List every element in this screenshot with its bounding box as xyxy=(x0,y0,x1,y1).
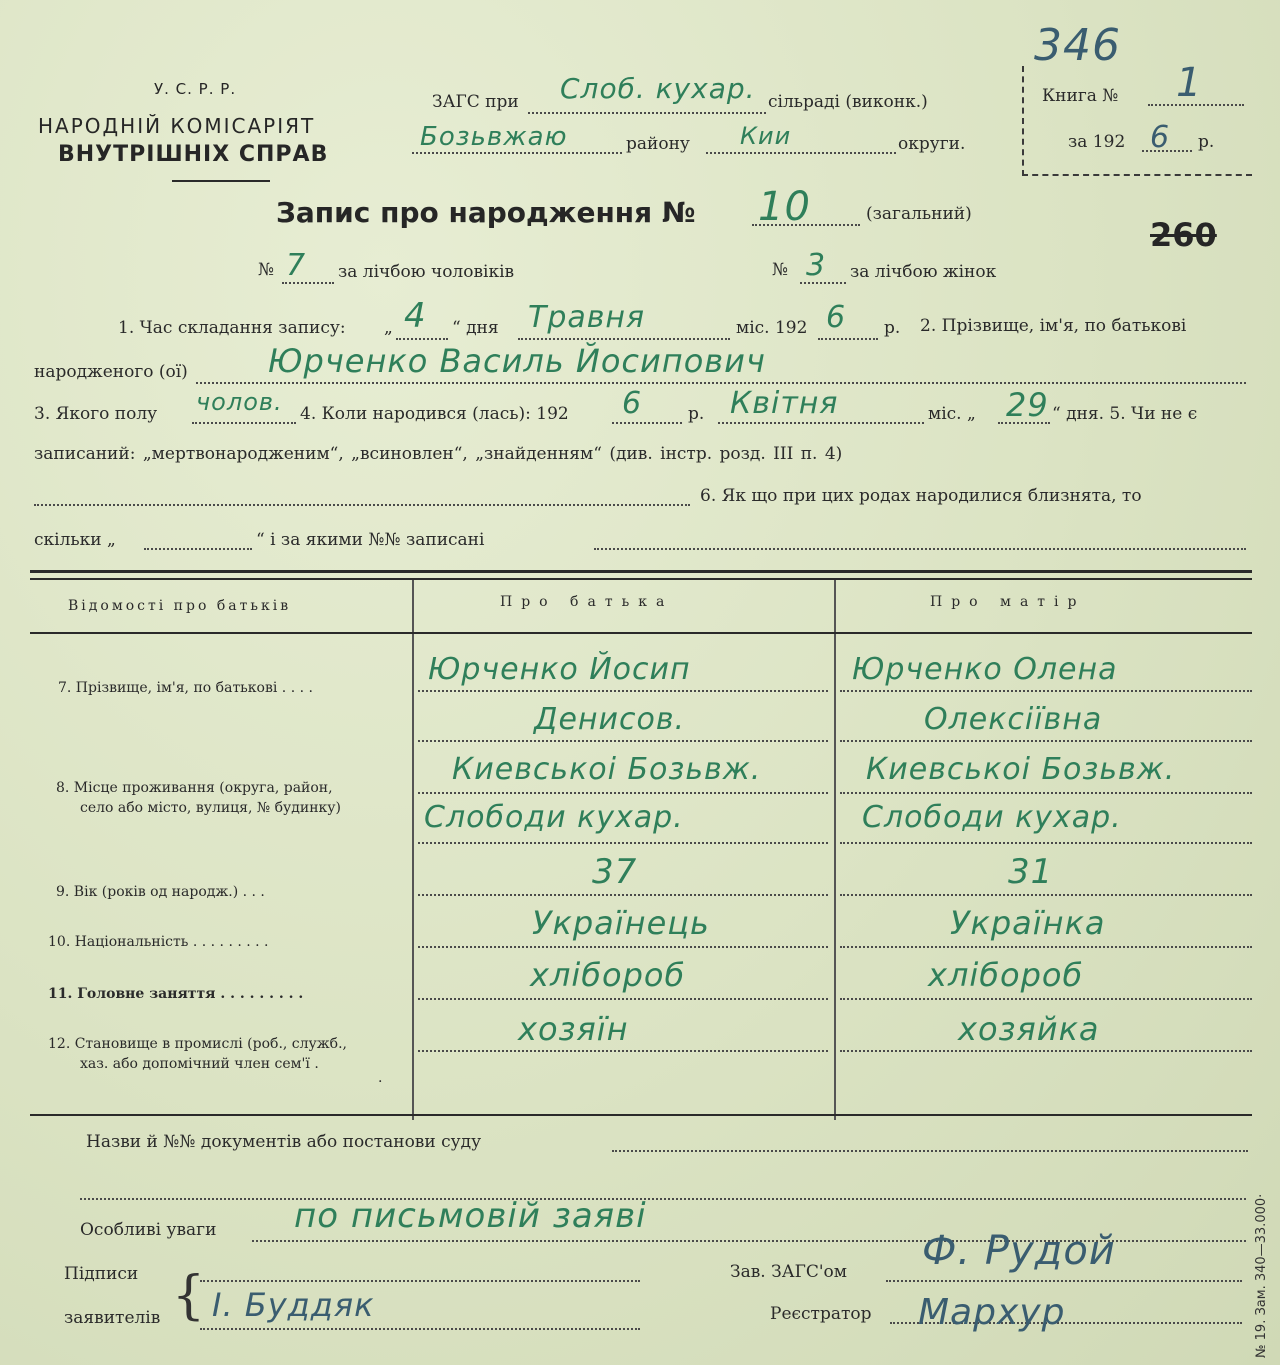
hand-village: Слоб. кухар. xyxy=(560,72,756,105)
mother-name1: Юрченко Олена xyxy=(852,652,1118,687)
birth-year: 6 xyxy=(622,386,643,421)
female-label: за лічбою жінок xyxy=(850,262,997,282)
registrar-signature: Мархур xyxy=(918,1292,1066,1333)
row11-label: 11. Головне заняття . . . . . . . . . xyxy=(48,986,304,1002)
line5-blank xyxy=(34,504,690,506)
year-digit: 6 xyxy=(1150,120,1171,155)
row12-label-b: хаз. або допомічний член сем'ї . xyxy=(80,1056,319,1072)
rayon-label: району xyxy=(626,134,690,154)
mother-name-line2 xyxy=(840,740,1252,742)
row10-label: 10. Національність . . . . . . . . . xyxy=(48,934,269,950)
mother-nationality-line xyxy=(840,946,1252,948)
birth-day: 29 xyxy=(1006,386,1049,424)
child-name: Юрченко Василь Йосипович xyxy=(268,342,766,380)
mother-place1: Киевськоі Бозьвж. xyxy=(866,752,1176,787)
record-number-line xyxy=(752,224,860,226)
row8-label-a: 8. Місце проживання (округа, район, xyxy=(56,780,333,796)
book-number: 1 xyxy=(1176,60,1203,106)
mother-status: хозяйка xyxy=(958,1010,1100,1048)
line4-text: записаний: „мертвонародженим“, „всиновлен“, „знайденням“ (див. інстр. розд. III п. 4) xyxy=(34,444,843,464)
male-no-sign: № xyxy=(258,260,275,280)
line2-label: народженого (ої) xyxy=(34,362,188,382)
table-top-rule-2 xyxy=(30,578,1252,580)
father-name2: Денисов. xyxy=(534,702,686,737)
mother-place-line1 xyxy=(840,792,1252,794)
mother-place-line2 xyxy=(840,842,1252,844)
line3-born-label: 4. Коли народився (лась): 192 xyxy=(300,404,569,424)
hand-rayon: Бозьвжаю xyxy=(420,122,568,152)
zags-suffix: сільраді (виконк.) xyxy=(768,92,928,112)
mother-place2: Слободи кухар. xyxy=(862,800,1122,835)
head-label: Зав. ЗАГС'ом xyxy=(730,1262,847,1282)
table-bottom-rule xyxy=(30,1114,1252,1116)
ussr-label: У. С. Р. Р. xyxy=(154,80,237,98)
father-nationality: Українець xyxy=(532,904,710,942)
line1-q2: “ дня xyxy=(452,318,499,338)
ministry-label: ВНУТРІШНІХ СПРАВ xyxy=(58,142,329,167)
father-status-line xyxy=(418,1050,828,1052)
year-label: за 192 xyxy=(1068,132,1126,152)
table-top-rule xyxy=(30,570,1252,573)
mother-name-line1 xyxy=(840,690,1252,692)
record-day: 4 xyxy=(404,296,427,336)
line3-label: 3. Якого полу xyxy=(34,404,158,424)
book-box xyxy=(1022,66,1252,176)
father-age: 37 xyxy=(592,852,638,892)
record-number: 10 xyxy=(758,184,811,230)
docs-line xyxy=(612,1150,1248,1152)
record-general: (загальний) xyxy=(866,204,972,224)
notes-label: Особливі уваги xyxy=(80,1220,217,1240)
okrug-label: округи. xyxy=(898,134,966,154)
struck-number: 260 xyxy=(1150,216,1217,254)
registrar-label: Реєстратор xyxy=(770,1304,872,1324)
table-col-divider-1 xyxy=(412,580,414,1120)
line1-q1: „ xyxy=(384,318,393,338)
applicant-signature: І. Буддяк xyxy=(212,1286,375,1324)
father-age-line xyxy=(418,894,828,896)
year-line xyxy=(1142,150,1192,152)
line6-label-b: “ і за якими №№ записані xyxy=(256,530,485,550)
line3-mis: міс. „ xyxy=(928,404,976,424)
female-number: 3 xyxy=(806,248,827,283)
line3-tail: “ дня. 5. Чи не є xyxy=(1052,404,1198,424)
twins-numbers-line xyxy=(594,548,1246,550)
father-status: хозяїн xyxy=(518,1010,629,1048)
applicant-line-2 xyxy=(200,1328,640,1330)
notes-value: по письмовій заяві xyxy=(294,1196,647,1236)
line1-r: р. xyxy=(884,318,901,338)
record-day-line xyxy=(396,338,448,340)
line3-r: р. xyxy=(688,404,705,424)
corner-number: 346 xyxy=(1034,20,1121,71)
record-title: Запис про народження № xyxy=(276,196,696,229)
father-name-line2 xyxy=(418,740,828,742)
record-month: Травня xyxy=(528,300,646,335)
applicants-brace: { xyxy=(172,1266,206,1326)
table-col-divider-2 xyxy=(834,580,836,1120)
mother-name2: Олексіївна xyxy=(924,702,1103,737)
zags-prefix: ЗАГС при xyxy=(432,92,519,112)
row12-label-a: 12. Становище в промислі (роб., служб., xyxy=(48,1036,347,1052)
mother-occupation: хлібороб xyxy=(928,956,1084,994)
record-month-line xyxy=(518,338,730,340)
line1-label: 1. Час складання запису: xyxy=(118,318,346,338)
male-number-line xyxy=(282,282,334,284)
applicant-line-1 xyxy=(200,1280,640,1282)
docs-line-2 xyxy=(80,1198,1246,1200)
applicants-label: заявителів xyxy=(64,1308,161,1328)
mother-age-line xyxy=(840,894,1252,896)
mother-age: 31 xyxy=(1008,852,1054,892)
row9-label: 9. Вік (років од народж.) . . . xyxy=(56,884,265,900)
rayon-line xyxy=(412,152,622,154)
row12-label-c: . xyxy=(378,1070,383,1086)
father-occupation-line xyxy=(418,998,828,1000)
birth-month: Квітня xyxy=(730,386,839,421)
father-nationality-line xyxy=(418,946,828,948)
side-print: № 19. Зам. 340—33.000· xyxy=(1254,1193,1269,1358)
col-mother-header: Про матір xyxy=(930,594,1086,610)
father-occupation: хлібороб xyxy=(530,956,686,994)
mother-occupation-line xyxy=(840,998,1252,1000)
line1-name-label: 2. Прізвище, ім'я, по батькові xyxy=(920,316,1187,336)
hand-okrug: Кии xyxy=(740,122,792,150)
birth-day-line xyxy=(998,422,1050,424)
child-name-line xyxy=(196,382,1246,384)
line1-mis: міс. 192 xyxy=(736,318,808,338)
male-label: за лічбою чоловіків xyxy=(338,262,515,282)
father-place-line2 xyxy=(418,842,828,844)
signatures-label: Підписи xyxy=(64,1264,139,1284)
zags-village-line xyxy=(528,112,766,114)
docs-label: Назви й №№ документів або постанови суду xyxy=(86,1132,482,1152)
header-rule xyxy=(172,180,270,182)
mother-nationality: Українка xyxy=(950,904,1106,942)
female-no-sign: № xyxy=(772,260,789,280)
table-header-rule xyxy=(30,632,1252,634)
head-line xyxy=(886,1280,1242,1282)
line5-text: 6. Як що при цих родах народилися близнята, то xyxy=(700,486,1142,506)
year-suffix: р. xyxy=(1198,132,1215,152)
record-year-line xyxy=(818,338,878,340)
birth-month-line xyxy=(718,422,924,424)
book-label: Книга № xyxy=(1042,86,1119,106)
father-name-line1 xyxy=(418,690,828,692)
head-signature: Ф. Рудой xyxy=(922,1228,1116,1274)
okrug-line xyxy=(706,152,896,154)
commissariat-label: НАРОДНІЙ КОМІСАРІЯТ xyxy=(38,114,316,138)
child-sex-line xyxy=(192,422,296,424)
row7-label: 7. Прізвище, ім'я, по батькові . . . . xyxy=(58,680,313,696)
female-number-line xyxy=(800,282,846,284)
child-sex: чолов. xyxy=(196,388,283,416)
col-father-header: Про батька xyxy=(500,594,674,610)
line6-label-a: скільки „ xyxy=(34,530,116,550)
twins-count-line xyxy=(144,548,252,550)
mother-status-line xyxy=(840,1050,1252,1052)
father-place-line1 xyxy=(418,792,828,794)
father-place1: Киевськоі Бозьвж. xyxy=(452,752,762,787)
birth-year-line xyxy=(612,422,682,424)
record-year: 6 xyxy=(826,300,847,335)
father-place2: Слободи кухар. xyxy=(424,800,684,835)
male-number: 7 xyxy=(286,248,307,283)
father-name1: Юрченко Йосип xyxy=(428,652,691,687)
col-parents-header: Відомості про батьків xyxy=(68,598,292,614)
row8-label-b: село або місто, вулиця, № будинку) xyxy=(80,800,342,816)
